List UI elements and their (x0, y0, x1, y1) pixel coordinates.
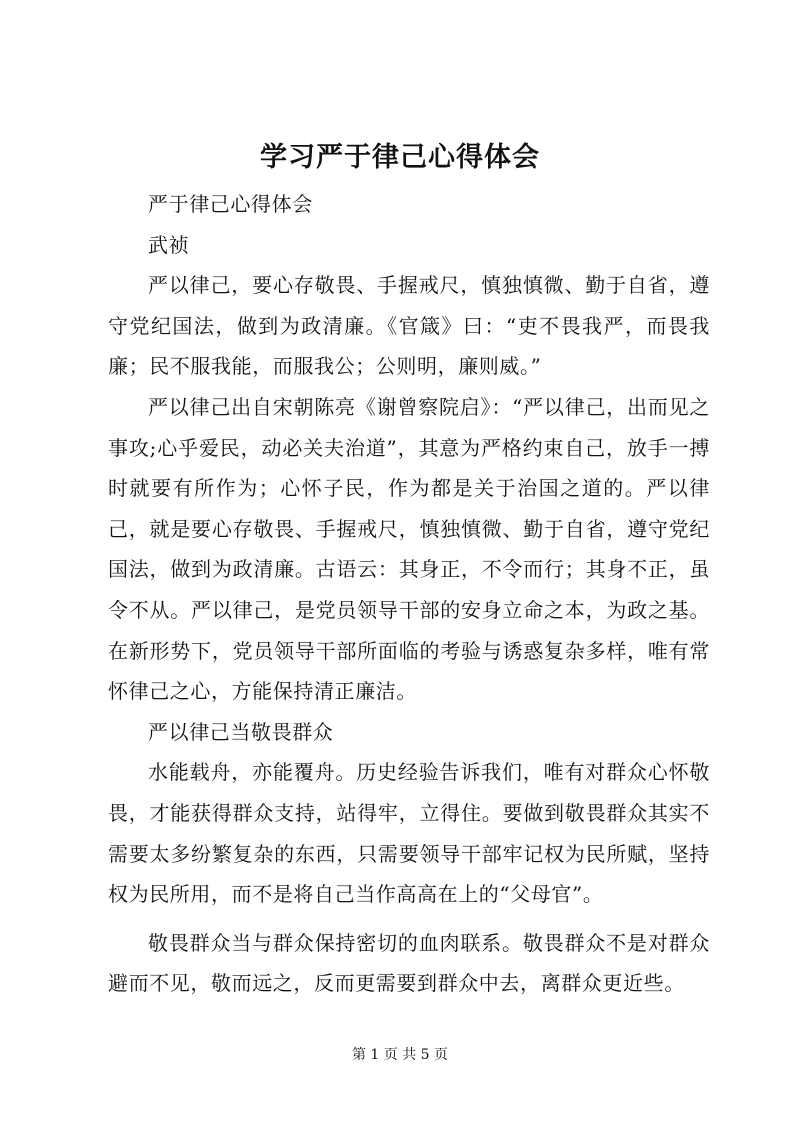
page-number-footer: 第 1 页 共 5 页 (351, 1047, 449, 1063)
document-body (108, 184, 710, 1004)
document-title: 学习严于律己心得体会 (260, 142, 540, 173)
paragraph-origin: 严以律己出自宋朝陈亮《谢曾察院启》：“严以律己，出而见之事攻;心乎爱民，动必关夫治道”，其意为严格约束自己，放手一搏时就要有所作为；心怀子民，作为都是关于治国之道的。严以律己，就是要心存敬畏、手握戒尺，慎独慎微、勤于自省，遵守党纪国法，做到为政清廉。古语云：其身正，不令而行；其身不正，虽令不从。严以律己，是党员领导干部的安身立命之本，为政之基。在新形势下，党员领导干部所面临的考验与诱惑复杂多样，唯有常怀律己之心，方能保持清正廉洁。 (108, 394, 710, 704)
paragraph-spacer (108, 915, 710, 923)
paragraph-intro: 严以律己，要心存敬畏、手握戒尺，慎独慎微、勤于自省，遵守党纪国法，做到为政清廉。《官箴》曰：“吏不畏我严，而畏我廉；民不服我能，而服我公；公则明，廉则威。” (108, 273, 710, 379)
paragraph-subtitle: 严于律己心得体会 (148, 192, 313, 216)
paragraph-section-heading: 严以律己当敬畏群众 (148, 719, 334, 744)
paragraph-boat-metaphor: 水能载舟，亦能覆舟。历史经验告诉我们，唯有对群众心怀敬畏，才能获得群众支持，站得牢，立得住。要做到敬畏群众其实不需要太多纷繁复杂的东西，只需要领导干部牢记权为民所赋，坚持权为民所用，而不是将自己当作高高在上的“父母官”。 (108, 760, 710, 907)
paragraph-close-to-masses: 敬畏群众当与群众保持密切的血肉联系。敬畏群众不是对群众避而不见，敬而远之，反而更需要到群众中去，离群众更近些。 (108, 930, 710, 996)
paragraph-author: 武祯 (148, 232, 190, 257)
